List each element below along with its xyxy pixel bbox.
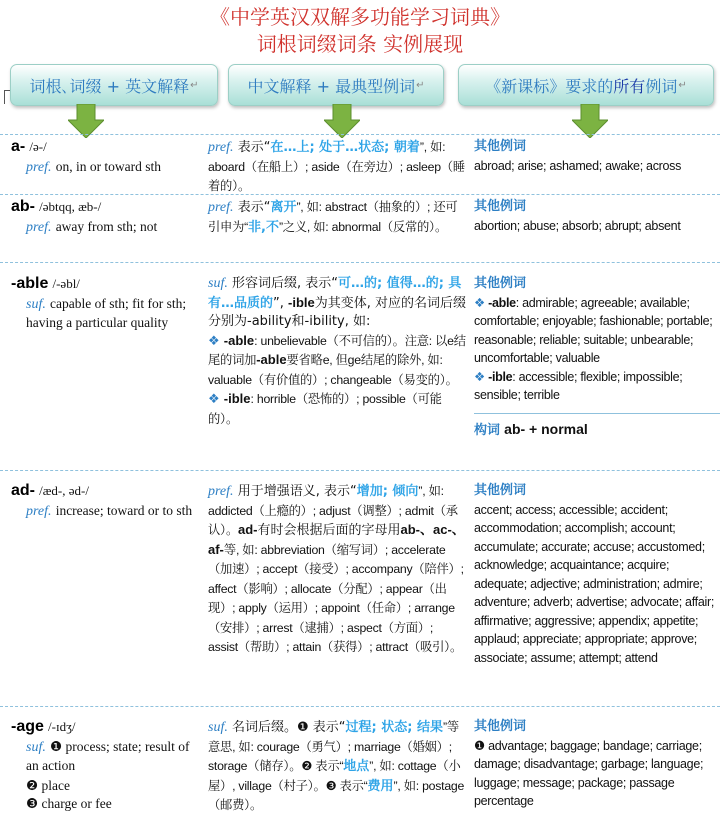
chinese-text: 要省略e, 但ge结尾的除外, 如: valuable（有价值的）; changeable（易变的）。	[208, 353, 458, 387]
headword: ad-	[11, 482, 35, 499]
other-examples-list: abortion; abuse; absorb; abrupt; absent	[474, 218, 681, 233]
phonetic: /ə-/	[29, 139, 47, 154]
word-formation-value: ab- + normal	[504, 420, 588, 437]
chinese-highlight: 在…上; 处于…状态; 朝着	[270, 140, 420, 155]
part-of-speech: pref.	[208, 140, 234, 155]
entry-others-ad	[474, 482, 720, 667]
chinese-highlight: 费用	[367, 778, 394, 794]
prefix-label: ad-	[238, 522, 258, 537]
part-of-speech: suf.	[26, 739, 46, 755]
prefix-variants: ab-、ac-、af-	[208, 522, 465, 557]
suffix-label: -able	[256, 352, 287, 367]
suffix-variant: -ible	[288, 294, 315, 310]
other-examples-label: 其他例词	[474, 199, 527, 214]
suffix-label: -ible	[488, 369, 513, 384]
entry-root-able	[11, 275, 199, 334]
part-of-speech: pref.	[208, 200, 234, 215]
word-formation-label: 构词	[474, 422, 501, 438]
document-title: 《中学英汉双解多功能学习词典》	[210, 5, 510, 29]
column-header-chinese-label: 中文解释 + 最典型例词	[247, 76, 416, 96]
headword: -able	[11, 275, 49, 292]
entry-others-able	[474, 275, 720, 440]
phonetic: /-ɪdʒ/	[48, 719, 76, 734]
document-subtitle: 词根词缀词条 实例展现	[256, 32, 464, 56]
chinese-highlight: 地点	[343, 759, 370, 774]
english-definition: away from sth; not	[55, 218, 158, 234]
headword: -age	[11, 718, 44, 735]
chinese-highlight: 可…的; 值得…的; 具有…品质的	[208, 276, 462, 311]
entry-others-a	[474, 138, 720, 175]
entry-root-age	[11, 718, 199, 814]
part-of-speech: pref.	[26, 159, 52, 175]
other-examples-list: abroad; arise; ashamed; awake; across	[474, 158, 682, 173]
row-divider	[0, 134, 720, 135]
chinese-text: 表示“	[237, 140, 271, 155]
column-header-chinese	[228, 64, 444, 106]
english-definition: on, in or toward sth	[55, 158, 162, 174]
part-of-speech: pref.	[26, 503, 52, 519]
phonetic: /æd-, əd-/	[39, 483, 89, 498]
chinese-text: 形容词后缀, 表示“	[231, 276, 338, 291]
chinese-text: ”, 如: postage（邮费）。	[208, 778, 465, 812]
english-definition: ❶ process; state; result of an action	[26, 738, 190, 773]
part-of-speech: suf.	[208, 720, 228, 735]
chinese-text: 有时会根据后面的字母用	[257, 523, 401, 538]
phonetic: /-əbl/	[52, 276, 80, 291]
other-examples-label: 其他例词	[474, 483, 527, 498]
return-mark-icon: ↵	[416, 79, 425, 91]
phonetic: /əbtqq, æb-/	[39, 199, 102, 214]
part-of-speech: pref.	[26, 219, 52, 235]
english-definition: increase; toward or to sth	[55, 502, 193, 518]
headword: ab-	[11, 198, 35, 215]
headword: a-	[11, 138, 26, 155]
chinese-text: 等, 如: abbreviation（缩写词）; accelerate（加速）; accept（接受）; accompany（陪伴）; affect（影响）; allocate（分配）; appear（出现）; apply（运用）; appoint（任命）; arrange（安排）; arrest（逮捕）; aspect（方面）; assist（帮助）; attain（获得）; attract（吸引）。	[208, 542, 464, 654]
other-examples-label: 其他例词	[474, 139, 527, 154]
chinese-highlight: 离开	[270, 200, 297, 215]
other-examples-list: : admirable; agreeable; available; comfortable; enjoyable; fashionable; portable; reasonable; reliable; suitable; unbearable; uncomfortable; valuable	[474, 295, 713, 365]
column-header-examples-tail: 例词	[645, 76, 678, 96]
suffix-label: -able	[223, 332, 255, 348]
chinese-text: 名词后缀。❶ 表示“	[231, 720, 346, 735]
down-arrow-icon	[324, 104, 360, 138]
suffix-label: -ible	[223, 391, 251, 406]
other-examples-list: ❶ advantage; baggage; bandage; carriage; damage; disadvantage; garbage; language; luggage; message; package; passage percentage	[474, 738, 704, 808]
entry-others-ab	[474, 198, 720, 235]
chinese-highlight: 增加; 倾向	[356, 484, 419, 499]
four-diamond-bullet-icon: ❖	[208, 333, 220, 349]
suffix-label: -able	[488, 295, 516, 310]
entry-chinese-a	[208, 138, 466, 197]
row-divider	[0, 706, 720, 707]
four-diamond-bullet-icon: ❖	[208, 392, 220, 407]
chinese-text: ”, 如: abstract（抽象的）; 还可引申为“	[208, 200, 458, 234]
entry-chinese-age	[208, 718, 466, 816]
entry-chinese-able	[208, 275, 466, 429]
entry-root-a	[11, 138, 199, 177]
four-diamond-bullet-icon: ❖	[474, 295, 485, 310]
entry-chinese-ad	[208, 482, 466, 658]
other-examples-label: 其他例词	[474, 719, 527, 734]
column-header-examples-label: 《新课标》要求的	[485, 76, 614, 96]
chinese-highlight: 过程; 状态; 结果	[345, 720, 443, 735]
entry-chinese-ab	[208, 198, 466, 237]
return-mark-icon: ↵	[190, 79, 199, 91]
chinese-text: ”等意思, 如: courage（勇气）; marriage（婚姻）; storage（储存）。❷ 表示“	[208, 720, 459, 773]
other-examples-list: accent; access; accessible; accident; accommodation; accomplish; account; accumulate; accurate; accuse; accustomed; acknowledge; acquaintance; acquire; adequate; adjective; administration; admire; adventure; adverb; advertise; advocate; affair; affirmative; aggressive; appendix; appetite; applaud; appreciate; appropriate; approve; associate; assume; attempt; attend	[474, 502, 714, 665]
chinese-text: : unbelievable（不可信的）。注意: 以e结尾的词加	[208, 333, 466, 367]
entry-root-ab	[11, 198, 199, 237]
row-divider	[0, 262, 720, 263]
chinese-text: ”, 如: cottage（小屋）, village（村子）。❸ 表示“	[208, 759, 461, 793]
part-of-speech: pref.	[208, 484, 234, 499]
four-diamond-bullet-icon: ❖	[474, 369, 485, 384]
column-header-examples-emph: 所有	[613, 76, 646, 96]
chinese-text: 用于增强语义, 表示“	[237, 484, 357, 499]
return-mark-icon: ↵	[678, 79, 687, 91]
column-header-examples	[458, 64, 714, 106]
down-arrow-icon	[572, 104, 608, 138]
chinese-text: ”,	[273, 295, 289, 311]
column-header-root	[10, 64, 218, 106]
row-divider	[0, 470, 720, 471]
chinese-text: 表示“	[237, 200, 271, 215]
other-examples-label: 其他例词	[474, 276, 527, 291]
other-examples-list: : accessible; flexible; impossible; sensible; terrible	[474, 369, 683, 402]
down-arrow-icon	[68, 104, 104, 138]
entry-others-age	[474, 718, 720, 811]
english-definition: capable of sth; fit for sth; having a particular quality	[26, 295, 187, 330]
chinese-text: ”之义, 如: abnormal（反常的）。	[278, 219, 448, 234]
chinese-highlight: 非,不	[248, 219, 279, 235]
chinese-text: ”, 如: aboard（在船上）; aside（在旁边）; asleep（睡着的）。	[208, 140, 465, 193]
chinese-text: : horrible（恐怖的）; possible（可能的）。	[208, 392, 442, 426]
chinese-text: 为其变体, 对应的名词后缀分别为-ability和-ibility, 如:	[208, 295, 467, 329]
column-header-root-label: 词根､词缀 + 英文解释	[29, 76, 190, 96]
part-of-speech: suf.	[26, 296, 46, 312]
english-definition: ❸ charge or fee	[26, 796, 112, 811]
english-definition: ❷ place	[26, 777, 70, 793]
part-of-speech: suf.	[208, 276, 228, 291]
entry-root-ad	[11, 482, 199, 521]
chinese-text: ”, 如: addicted（上瘾的）; adjust（调整）; admit（承认）。	[208, 484, 458, 537]
